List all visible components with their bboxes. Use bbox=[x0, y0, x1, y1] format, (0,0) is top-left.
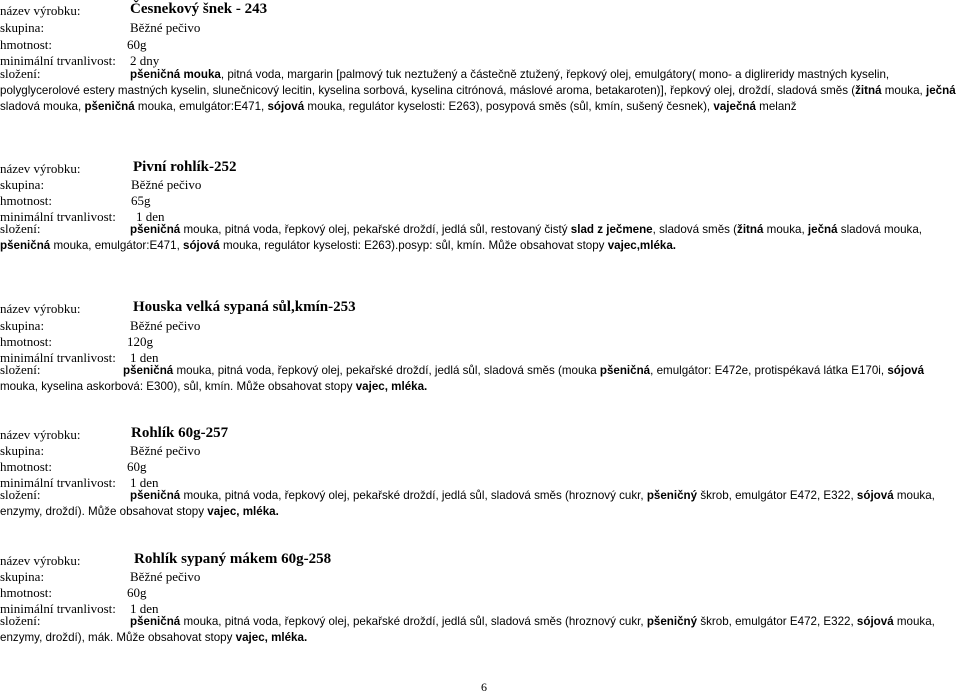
shelf-value: 1 den bbox=[130, 475, 159, 490]
weight-label: hmotnost: bbox=[0, 37, 53, 52]
allergen-text: slad z ječmene bbox=[570, 223, 653, 236]
allergen-text: vajec, mléka. bbox=[207, 505, 279, 519]
ingredient-text: mouka, pitná voda, řepkový olej, pekařské droždí, jedlá sůl, sladová směs (hroznový cukr, bbox=[180, 489, 647, 502]
group-value: Běžné pečivo bbox=[130, 318, 201, 333]
shelf-value: 1 den bbox=[136, 209, 165, 224]
composition-text bbox=[0, 489, 935, 518]
ingredient-text: , sladová směs ( bbox=[652, 223, 738, 236]
product-title: Rohlík 60g-257 bbox=[131, 425, 229, 441]
composition bbox=[0, 613, 956, 646]
shelf-value: 1 den bbox=[130, 350, 159, 365]
weight-label: hmotnost: bbox=[0, 585, 53, 600]
group-value: Běžné pečivo bbox=[130, 20, 201, 35]
group-label: skupina: bbox=[0, 318, 45, 333]
group-label: skupina: bbox=[0, 177, 45, 192]
comp-label: složení: bbox=[0, 487, 41, 502]
ingredient-text: mouka, enzymy, droždí), mák. Může obsahovat stopy bbox=[0, 615, 935, 645]
allergen-text: sójová bbox=[856, 489, 894, 502]
product-title: Houska velká sypaná sůl,kmín-253 bbox=[133, 299, 356, 315]
ingredient-text: mouka, pitná voda, řepkový olej, pekařské droždí, jedlá sůl, sladová směs (hroznový cukr, bbox=[180, 615, 647, 628]
name-label: název výrobku: bbox=[0, 427, 81, 442]
group-label: skupina: bbox=[0, 20, 45, 35]
allergen-text: pšeničná bbox=[130, 615, 181, 628]
allergen-text: mouka bbox=[183, 68, 221, 81]
ingredient-text: , emulgátor: E472e, protispékavá látka E170i, bbox=[650, 364, 888, 377]
ingredient-text: mouka, emulgátor:E471, bbox=[134, 100, 268, 114]
ingredient-text: mouka, emulgátor:E471, bbox=[50, 239, 184, 253]
weight-label: hmotnost: bbox=[0, 334, 53, 349]
shelf-value: 2 dny bbox=[130, 53, 160, 68]
ingredient-text: škrob, emulgátor E472, E322, bbox=[697, 615, 857, 628]
ingredient-text: škrob, emulgátor E472, E322, bbox=[697, 489, 857, 502]
comp-label: složení: bbox=[0, 613, 41, 628]
ingredient-text: sladová mouka, bbox=[0, 100, 85, 114]
composition-text bbox=[0, 364, 924, 393]
name-label: název výrobku: bbox=[0, 553, 81, 568]
allergen-text: pšeničná bbox=[0, 239, 51, 253]
group-value: Běžné pečivo bbox=[131, 177, 202, 192]
shelf-label: minimální trvanlivost: bbox=[0, 601, 116, 616]
comp-label: složení: bbox=[0, 221, 41, 236]
shelf-label: minimální trvanlivost: bbox=[0, 53, 116, 68]
weight-label: hmotnost: bbox=[0, 193, 53, 208]
allergen-text: žitná bbox=[855, 84, 882, 98]
weight-value: 120g bbox=[127, 334, 153, 349]
allergen-text: ječná bbox=[807, 223, 838, 236]
group-label: skupina: bbox=[0, 569, 45, 584]
name-label: název výrobku: bbox=[0, 301, 81, 316]
allergen-text: sójová bbox=[267, 100, 305, 114]
allergen-text: sójová bbox=[856, 615, 894, 628]
ingredient-text: mouka, bbox=[881, 84, 926, 98]
allergen-text: pšeničná bbox=[599, 364, 651, 377]
composition bbox=[0, 66, 956, 116]
allergen-text: vajec,mléka. bbox=[607, 239, 677, 253]
allergen-text: sójová bbox=[887, 364, 925, 377]
ingredient-text: mouka, enzymy, droždí). Může obsahovat stopy bbox=[0, 489, 935, 519]
page-number: 6 bbox=[481, 680, 487, 694]
composition bbox=[0, 362, 956, 395]
allergen-text: vaječná bbox=[713, 100, 756, 114]
comp-label: složení: bbox=[0, 362, 41, 377]
weight-value: 60g bbox=[127, 585, 147, 600]
allergen-text: pšeničná bbox=[123, 364, 174, 377]
ingredient-text: sladová mouka, bbox=[837, 223, 923, 236]
ingredient-text: mouka, kyselina askorbová: E300), sůl, kmín. Může obsahovat stopy bbox=[0, 380, 356, 394]
ingredient-text: mouka, pitná voda, řepkový olej, pekařské droždí, jedlá sůl, restovaný čistý bbox=[180, 223, 571, 236]
composition-text bbox=[0, 223, 922, 252]
composition bbox=[0, 221, 956, 254]
shelf-label: minimální trvanlivost: bbox=[0, 209, 116, 224]
ingredient-text: mouka, pitná voda, řepkový olej, pekařské droždí, jedlá sůl, sladová směs (mouka bbox=[173, 364, 600, 377]
shelf-label: minimální trvanlivost: bbox=[0, 350, 116, 365]
allergen-text: pšeničná bbox=[84, 100, 135, 114]
shelf-label: minimální trvanlivost: bbox=[0, 475, 116, 490]
weight-value: 60g bbox=[127, 37, 147, 52]
product-title: Česnekový šnek - 243 bbox=[130, 1, 268, 17]
weight-value: 65g bbox=[131, 193, 151, 208]
composition-text bbox=[0, 68, 956, 113]
name-label: název výrobku: bbox=[0, 161, 81, 176]
product-title: Pivní rohlík-252 bbox=[133, 159, 237, 175]
allergen-text: vajec, mléka. bbox=[235, 631, 308, 645]
allergen-text: pšeničný bbox=[646, 615, 698, 628]
product-title: Rohlík sypaný mákem 60g-258 bbox=[134, 551, 332, 567]
composition bbox=[0, 487, 956, 520]
shelf-value: 1 den bbox=[130, 601, 159, 616]
allergen-text: ječná bbox=[926, 84, 956, 98]
weight-value: 60g bbox=[127, 459, 147, 474]
ingredient-text: mouka, regulátor kyselosti: E263), posypová směs (sůl, kmín, sušený česnek), bbox=[304, 100, 714, 114]
allergen-text: pšeničná bbox=[130, 223, 181, 236]
allergen-text: žitná bbox=[737, 223, 764, 236]
allergen-text: vajec, mléka. bbox=[355, 380, 428, 394]
allergen-text: pšeničná bbox=[130, 68, 181, 81]
ingredient-text: mouka, regulátor kyselosti: E263).posyp: sůl, kmín. Může obsahovat stopy bbox=[219, 239, 608, 253]
allergen-text: pšeničná bbox=[130, 489, 181, 502]
ingredient-text: mouka, bbox=[763, 223, 808, 236]
ingredient-text: melanž bbox=[755, 100, 797, 114]
ingredient-text: , pitná voda, margarin [palmový tuk neztužený a částečně ztužený, řepkový olej, emulgátory( mono- a diglireridy mastných kyselin, polyglycerolové estery mastných kyselin, slunečnicový lecitin, kyselina sorbová, kyselina citrónová, máslové aroma, betakaroten)], řepkový olej, droždí, sladová směs ( bbox=[0, 68, 890, 98]
group-value: Běžné pečivo bbox=[130, 443, 201, 458]
composition-text bbox=[0, 615, 935, 644]
group-value: Běžné pečivo bbox=[130, 569, 201, 584]
allergen-text: sójová bbox=[183, 239, 220, 253]
comp-label: složení: bbox=[0, 66, 41, 81]
name-label: název výrobku: bbox=[0, 3, 81, 18]
weight-label: hmotnost: bbox=[0, 459, 53, 474]
allergen-text: pšeničný bbox=[646, 489, 698, 502]
group-label: skupina: bbox=[0, 443, 45, 458]
